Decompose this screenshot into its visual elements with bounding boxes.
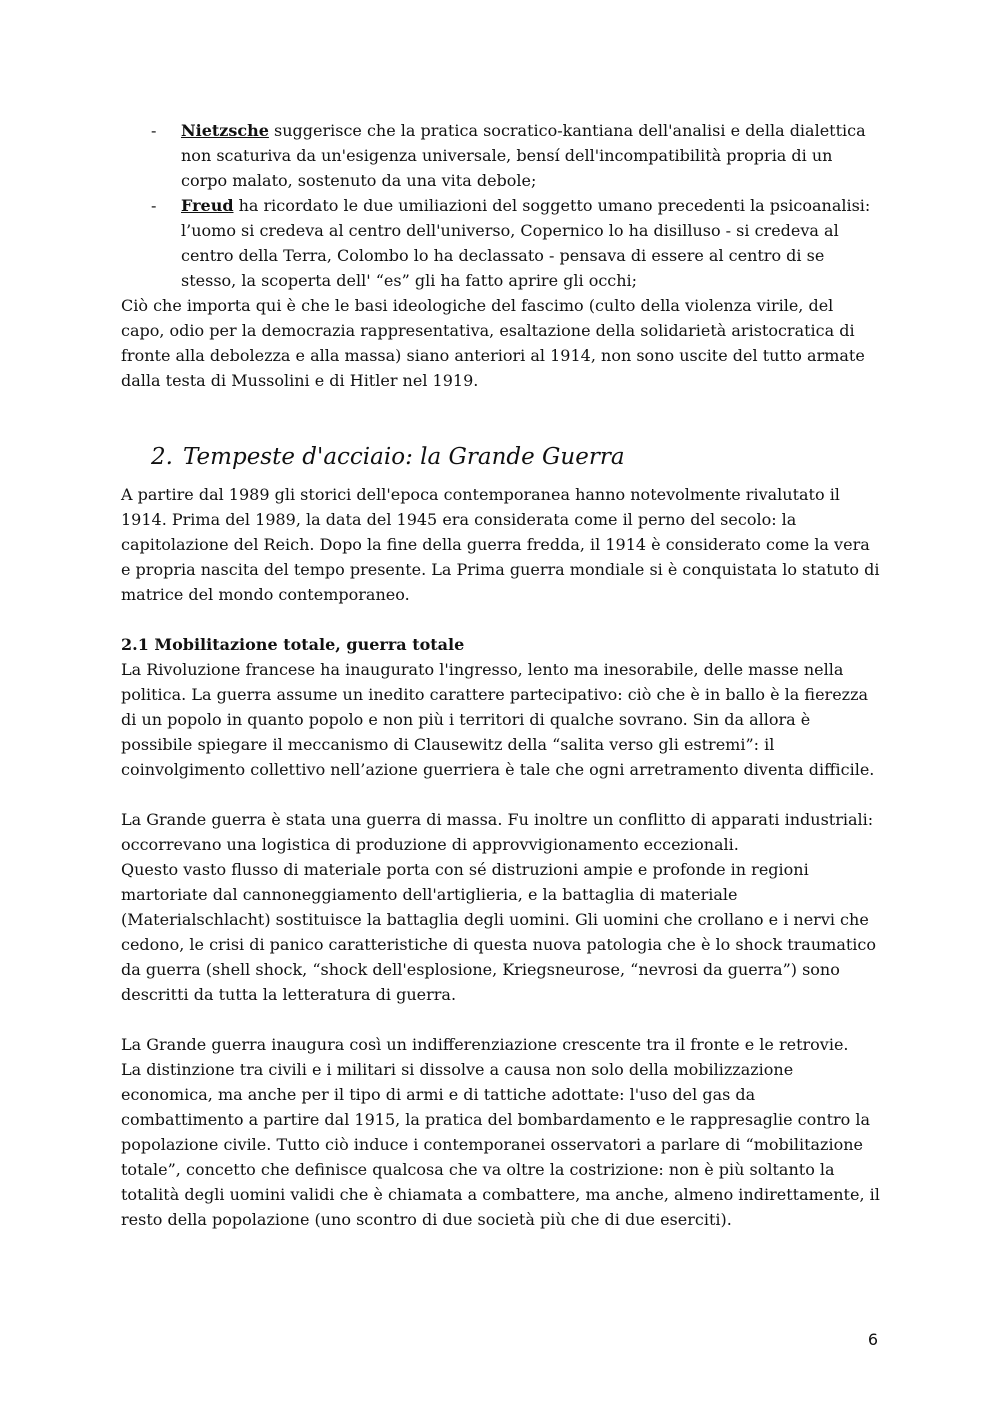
bullet-marker: - [151,121,157,140]
bullet-text: suggerisce che la pratica socratico-kantiana dell'analisi e della dialettica non scaturiva da un'esigenza universale, bensí dell'incompatibilità propria di un corpo malato, sostenuto da una vita debole; [181,121,866,190]
bullet-lead-nietzsche: Nietzsche [181,121,269,140]
subsection-paragraph-3a: La Grande guerra inaugura così un indifferenziazione crescente tra il fronte e le retrovie. [121,1035,849,1054]
list-item [121,193,881,293]
list-item [121,118,881,193]
section-number: 2. [151,444,173,470]
spacer [121,782,881,807]
subsection-paragraph-1: La Rivoluzione francese ha inaugurato l'ingresso, lento ma inesorabile, delle masse nella politica. La guerra assume un inedito carattere partecipativo: ciò che è in ballo è la fierezza di un popolo in quanto popolo e non più i territori di qualche sovrano. Sin da allora è possibile spiegare il meccanismo di Clausewitz della “salita verso gli estremi”: il coinvolgimento collettivo nell’azione guerriera è tale che ogni arretramento diventa difficile. [121,660,875,779]
spacer [121,1007,881,1032]
section-heading [121,441,881,473]
section-title: Tempeste d'acciaio: la Grande Guerra [183,444,625,470]
spacer [121,607,881,632]
page-number: 6 [867,1330,878,1349]
subsection-paragraph-2a: La Grande guerra è stata una guerra di massa. Fu inoltre un conflitto di apparati industriali: occorrevano una logistica di produzione di approvvigionamento eccezionali. [121,810,874,854]
page-body [121,118,881,1232]
bullet-lead-freud: Freud [181,196,234,215]
bullet-text: ha ricordato le due umiliazioni del soggetto umano precedenti la psicoanalisi: l’uomo si credeva al centro dell'universo, Copernico lo ha disilluso - si credeva al centro della Terra, Colombo lo ha declassato - pensava di essere al centro di se stesso, la scoperta dell' “es” gli ha fatto aprire gli occhi; [181,196,871,290]
section-paragraph: A partire dal 1989 gli storici dell'epoca contemporanea hanno notevolmente rivalutato il 1914. Prima del 1989, la data del 1945 era considerata come il perno del secolo: la capitolazione del Reich. Dopo la fine della guerra fredda, il 1914 è considerato come la vera e propria nascita del tempo presente. La Prima guerra mondiale si è conquistata lo statuto di matrice del mondo contemporaneo. [121,485,880,604]
subsection-paragraph-3b: La distinzione tra civili e i militari si dissolve a causa non solo della mobilizzazione economica, ma anche per il tipo di armi e di tattiche adottate: l'uso del gas da combattimento a partire dal 1915, la pratica del bombardamento e le rappresaglie contro la popolazione civile. Tutto ciò induce i contemporanei osservatori a parlare di “mobilitazione totale”, concetto che definisce qualcosa che va oltre la costrizione: non è più soltanto la totalità degli uomini validi che è chiamata a combattere, ma anche, almeno indirettamente, il resto della popolazione (uno scontro di due società più che di due eserciti). [121,1060,880,1229]
bullet-list [121,118,881,293]
subsection-title: 2.1 Mobilitazione totale, guerra totale [121,635,465,654]
bullet-marker: - [151,196,157,215]
intro-paragraph: Ciò che importa qui è che le basi ideologiche del fascimo (culto della violenza virile, del capo, odio per la democrazia rappresentativa, esaltazione della solidarietà aristocratica di fronte alla debolezza e alla massa) siano anteriori al 1914, non sono uscite del tutto armate dalla testa di Mussolini e di Hitler nel 1919. [121,296,865,390]
subsection-paragraph-2b: Questo vasto flusso di materiale porta con sé distruzioni ampie e profonde in regioni martoriate dal cannoneggiamento dell'artiglieria, e la battaglia di materiale (Materialschlacht) sostituisce la battaglia degli uomini. Gli uomini che crollano e i nervi che cedono, le crisi di panico caratteristiche di questa nuova patologia che è lo shock traumatico da guerra (shell shock, “shock dell'esplosione, Kriegsneurose, “nevrosi da guerra”) sono descritti da tutta la letteratura di guerra. [121,860,876,1004]
